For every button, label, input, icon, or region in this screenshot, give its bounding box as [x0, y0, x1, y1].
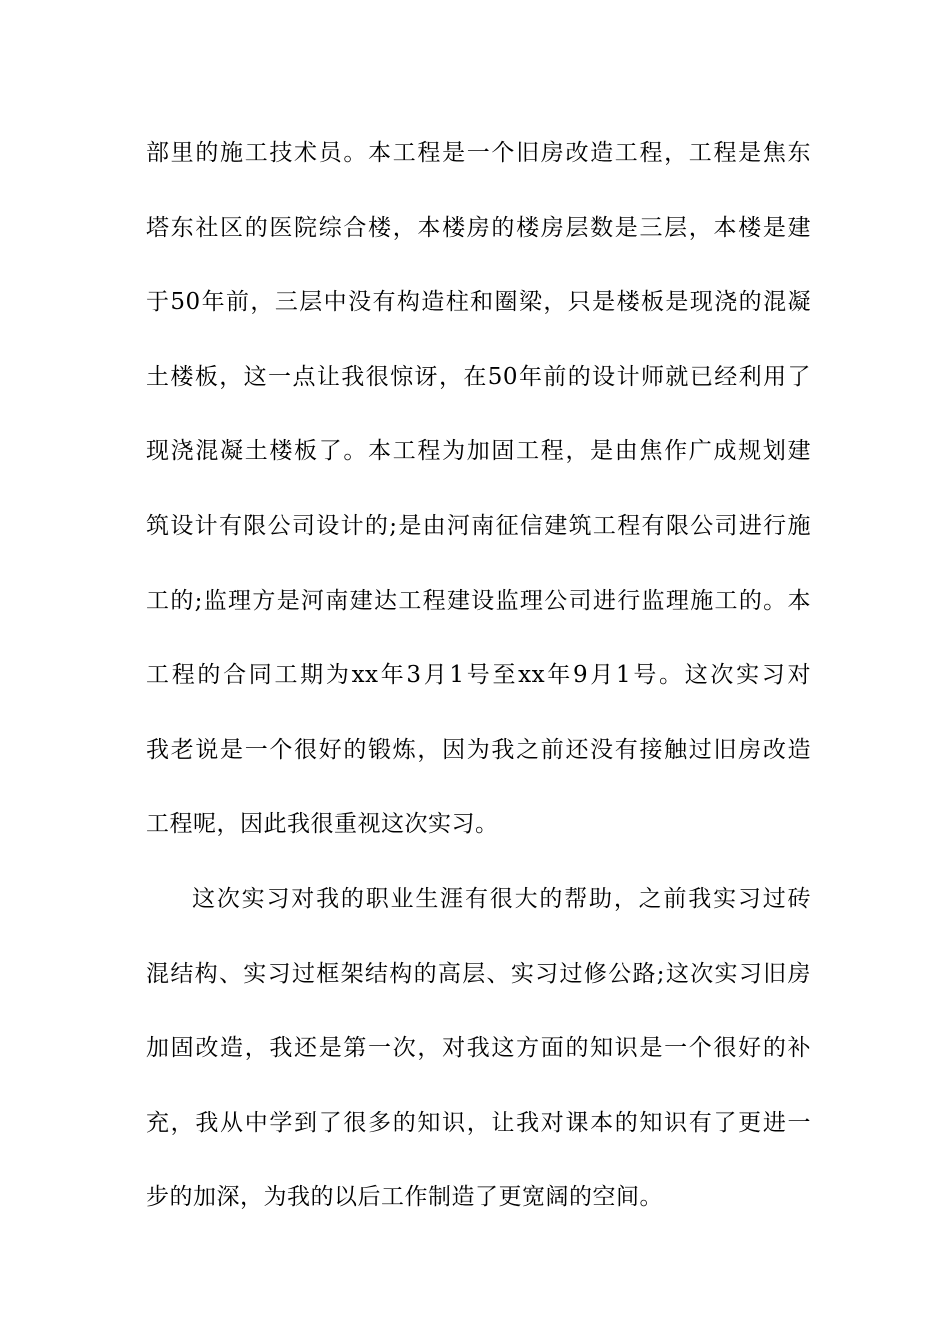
text-line: 现浇混凝土楼板了。本工程为加固工程，是由焦作广成规划建 [146, 438, 811, 465]
text-line: 于50年前，三层中没有构造柱和圈梁，只是楼板是现浇的混凝 [146, 289, 811, 316]
text-line: 混结构、实习过框架结构的高层、实习过修公路;这次实习旧房 [146, 960, 811, 987]
body-text [146, 133, 811, 1252]
text-line: 充，我从中学到了很多的知识，让我对课本的知识有了更进一 [146, 1109, 811, 1136]
text-line: 土楼板，这一点让我很惊讶，在50年前的设计师就已经利用了 [146, 363, 811, 390]
text-line: 工的;监理方是河南建达工程建设监理公司进行监理施工的。本 [146, 587, 811, 614]
text-line: 步的加深，为我的以后工作制造了更宽阔的空间。 [146, 1184, 663, 1211]
text-line: 筑设计有限公司设计的;是由河南征信建筑工程有限公司进行施 [146, 512, 811, 539]
text-line: 加固改造，我还是第一次，对我这方面的知识是一个很好的补 [146, 1035, 811, 1062]
text-line: 工程呢，因此我很重视这次实习。 [146, 811, 499, 838]
text-line: 工程的合同工期为xx年3月1号至xx年9月1号。这次实习对 [146, 662, 811, 689]
paragraph-2 [146, 879, 811, 1252]
text-line: 这次实习对我的职业生涯有很大的帮助，之前我实习过砖 [192, 885, 811, 912]
text-line: 我老说是一个很好的锻炼，因为我之前还没有接触过旧房改造 [146, 736, 811, 763]
text-line: 塔东社区的医院综合楼，本楼房的楼房层数是三层，本楼是建 [146, 214, 811, 241]
text-line: 部里的施工技术员。本工程是一个旧房改造工程，工程是焦东 [146, 140, 811, 166]
paragraph-1 [146, 133, 811, 879]
